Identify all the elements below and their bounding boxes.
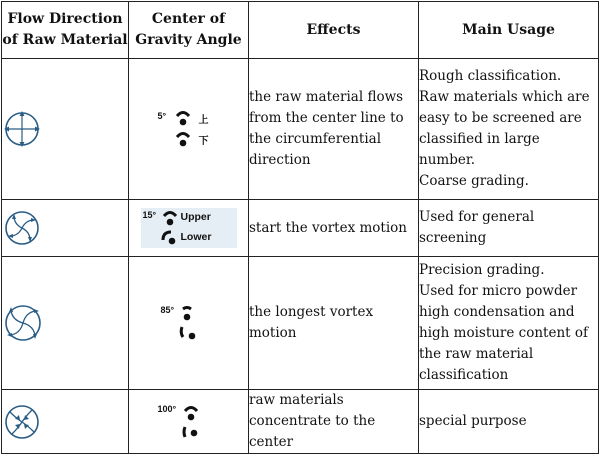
table-row	[2, 59, 599, 200]
lower-weight-icon	[182, 424, 200, 440]
effects-cell: raw materials concentrate to the center	[249, 390, 419, 454]
usage-cell	[419, 59, 599, 200]
angle-cell	[129, 390, 249, 454]
lower-weight-icon	[179, 325, 197, 341]
vortex-small-icon	[2, 208, 42, 248]
header-effects: Effects	[249, 2, 419, 59]
upper-weight-icon	[181, 306, 193, 322]
usage-line: Rough classification.	[419, 68, 562, 84]
flow-cell	[2, 200, 129, 257]
table-row	[2, 390, 599, 454]
crosshair-circle-icon	[2, 109, 42, 149]
usage-cell	[419, 390, 599, 454]
usage-cell	[419, 200, 599, 257]
angle-cell	[129, 59, 249, 200]
angle-value: 5°	[157, 111, 167, 121]
angle-value: 85°	[160, 305, 175, 315]
spec-table	[1, 1, 599, 454]
angle-cell	[129, 257, 249, 390]
flow-cell	[2, 59, 129, 200]
usage-line: special purpose	[419, 413, 527, 429]
usage-line: Used for micro powder high condensation and high moisture content of the raw material classification	[419, 283, 589, 383]
upper-label: 上	[198, 115, 209, 126]
angle-value: 100°	[157, 403, 177, 414]
lower-weight-icon	[161, 230, 177, 246]
table-row	[2, 257, 599, 390]
header-flow-direction: Flow Direction of Raw Material	[2, 2, 129, 59]
usage-line: Precision grading.	[419, 262, 545, 278]
lower-label: 下	[198, 136, 209, 147]
table-row	[2, 200, 599, 257]
usage-line: Raw materials which are easy to be screened are classified in large number.	[419, 89, 590, 168]
effects-cell: the raw material flows from the center line to the circumferential direction	[249, 59, 419, 200]
header-cg-angle: Center of Gravity Angle	[129, 2, 249, 59]
usage-line: Used for general screening	[419, 209, 535, 246]
header-usage: Main Usage	[419, 2, 599, 59]
angle-cell	[129, 200, 249, 257]
lower-label: Lower	[180, 231, 212, 243]
vortex-long-icon	[2, 302, 44, 344]
vortex-center-icon	[2, 402, 42, 442]
usage-cell	[419, 257, 599, 390]
upper-label: Upper	[180, 211, 211, 223]
usage-line: Coarse grading.	[419, 173, 529, 189]
header-row	[2, 2, 599, 59]
lower-weight-icon	[176, 131, 190, 147]
angle-value: 15°	[142, 210, 157, 220]
effects-cell: the longest vortex motion	[249, 257, 419, 390]
upper-weight-icon	[184, 405, 198, 421]
effects-cell: start the vortex motion	[249, 200, 419, 257]
flow-cell	[2, 390, 129, 454]
upper-weight-icon	[176, 110, 190, 126]
flow-cell	[2, 257, 129, 390]
upper-weight-icon	[163, 210, 177, 226]
